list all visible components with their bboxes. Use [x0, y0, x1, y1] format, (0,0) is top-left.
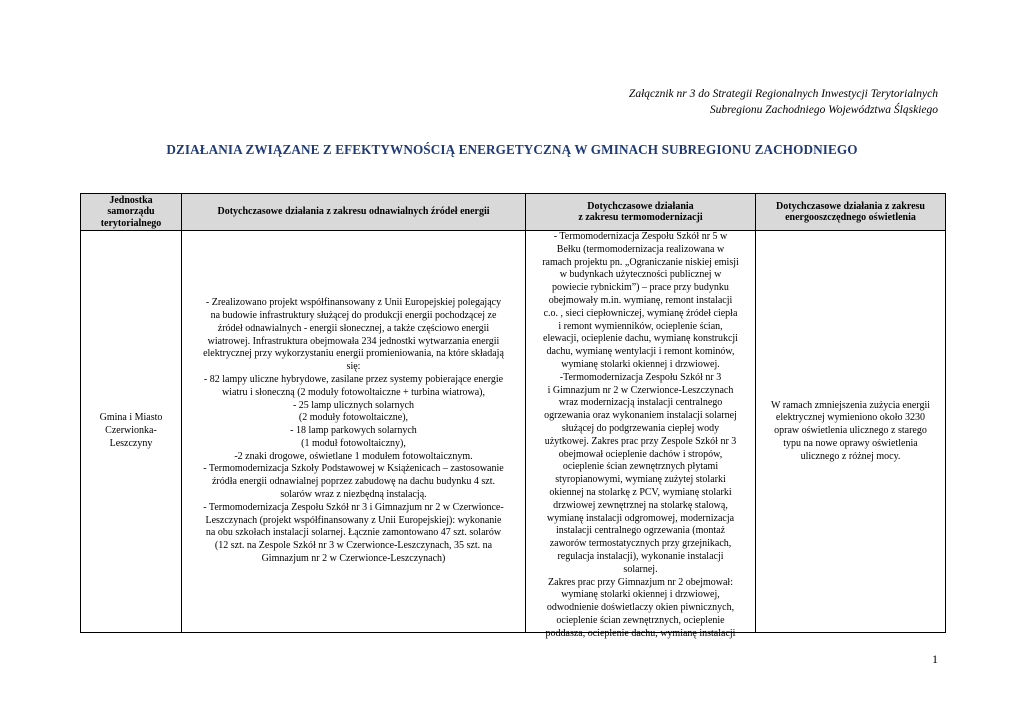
cell-energy-saving-lighting [756, 231, 946, 633]
header-renewable-energy: Dotychczasowe działania z zakresu odnawialnych źródeł energii [182, 194, 526, 231]
header-note-line1: Załącznik nr 3 do Strategii Regionalnych Inwestycji Terytorialnych [628, 88, 938, 100]
renewable-energy-text: - Zrealizowano projekt współfinansowany z Unii Europejskiej polegający na budowie infrastruktury służącej do produkcji energii pochodzącej ze źródeł odnawialnych - energii słonecznej, a także częściowo energii wiatrowej. Infrastruktura obejmowała 234 jednostki wytwarzania energii elektrycznej przy wykorzystaniu energii promieniowania, na które składają się: - 82 lampy uliczne hybrydowe, zasilane przez systemy pobierające energie wiatru i słoneczną (2 moduły fotowoltaiczne + turbina wiatrowa), - 25 lamp ulicznych solarnych (2 moduły fotowoltaiczne), - 18 lamp parkowych solarnych (1 moduł fotowoltaiczny), -2 znaki drogowe, oświetlane 1 modułem fotowoltaicznym. - Termomodernizacja Szkoły Podstawowej w Książenicach – zastosowanie źródła energii odnawialnej poprzez zabudowę na dachu budynku 4 szt. solarów wraz z niezbędną instalacją. - Termomodernizacja Zespołu Szkół nr 3 i Gimnazjum nr 2 w Czerwionce- Leszczynach (projekt współfinansowany z Unii Europejskiej): wykonanie na obu szkołach instalacji solarnej. Łącznie zamontowano 47 szt. solarów (12 szt. na Zespole Szkół nr 3 w Czerwionce-Leszczynach, 35 szt. na Gimnazjum nr 2 w Czerwionce-Leszczynach) [203, 297, 504, 565]
thermomodernization-text: - Termomodernizacja Zespołu Szkół nr 5 w Bełku (termomodernizacja realizowana w ramach projektu pn. „Ograniczanie niskiej emisji w budynkach użyteczności publicznej w powiecie rybnickim”) – prace przy budynku obejmowały m.in. wymianę, remont instalacji c.o. , sieci ciepłowniczej, wymianę źródeł ciepła i remont wymienników, ocieplenie ścian, elewacji, ocieplenie dachu, wymianę konstrukcji dachu, wymianę wentylacji i remont kominów, wymianę stolarki okiennej i drzwiowej. -Termomodernizacja Zespołu Szkół nr 3 i Gimnazjum nr 2 w Czerwionce-Leszczynach wraz modernizacją instalacji centralnego ogrzewania oraz wykonaniem instalacji solarnej służącej do podgrzewania ciepłej wody użytkowej. Zakres prac przy Zespole Szkół nr 3 obejmował ocieplenie dachów i stropów, ocieplenie ścian zewnętrznych płytami styropianowymi, wymianę zużytej stolarki okiennej na stolarkę z PCV, wymianę stolarki drzwiowej zewnętrznej na stolarkę stalową, wymianę instalacji odgromowej, modernizacja instalacji centralnego ogrzewania (montaż zaworów termostatycznych przy grzejnikach, regulacja instalacji), wykonanie instalacji solarnej. Zakres prac przy Gimnazjum nr 2 obejmował: wymianę stolarki okiennej i drzwiowej, odwodnienie doświetlaczy okien piwnicznych, ocieplenie ścian zewnętrznych, ocieplenie poddasza, ocieplenie dachu, wymianę instalacji [542, 231, 739, 639]
header-unit: Jednostka samorządu terytorialnego [81, 194, 182, 231]
document-title: DZIAŁANIA ZWIĄZANE Z EFEKTYWNOŚCIĄ ENERGETYCZNĄ W GMINACH SUBREGIONU ZACHODNIEGO [166, 142, 858, 157]
unit-name: Gmina i Miasto Czerwionka- Leszczyny [99, 412, 163, 449]
cell-renewable-energy [182, 231, 526, 633]
cell-unit [81, 231, 182, 633]
lighting-text: W ramach zmniejszenia zużycia energii elektrycznej wymieniono około 3230 opraw oświetlenia ulicznego z starego typu na nowe oprawy oświetlenia ulicznego z różnej mocy. [771, 399, 930, 462]
header-note-line2: Subregionu Zachodniego Województwa Śląskiego [709, 104, 938, 116]
document-header-note [629, 86, 938, 118]
header-energy-saving-lighting: Dotychczasowe działania z zakresu energooszczędnego oświetlenia [756, 194, 946, 231]
table-header-row [81, 194, 946, 231]
energy-efficiency-table [80, 193, 946, 639]
header-thermomodernization: Dotychczasowe działania z zakresu termomodernizacji [526, 194, 756, 231]
cell-thermomodernization [526, 231, 756, 639]
page-number: 1 [932, 652, 938, 666]
table-row [81, 231, 946, 633]
